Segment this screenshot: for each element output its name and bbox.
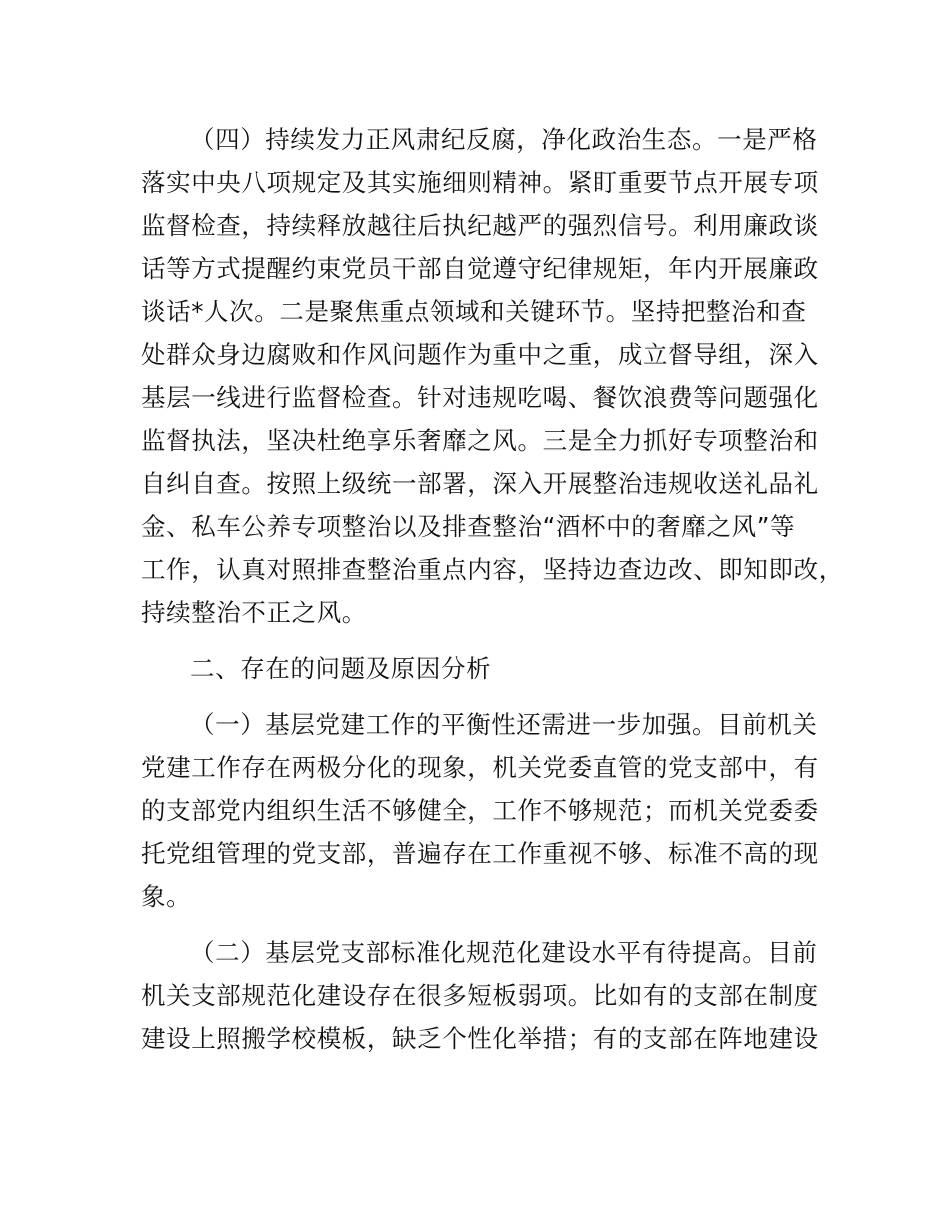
paragraph-line: 基层一线进行监督检查。针对违规吃喝、餐饮浪费等问题强化 (141, 383, 819, 412)
paragraph-line: （一）基层党建工作的平衡性还需进一步加强。目前机关 (190, 710, 818, 739)
paragraph-line: 监督执法，坚决杜绝享乐奢靡之风。三是全力抓好专项整治和 (141, 426, 819, 455)
paragraph-line: 党建工作存在两极分化的现象，机关党委直管的党支部中，有 (141, 753, 819, 782)
paragraph-line: 自纠自查。按照上级统一部署，深入开展整治违规收送礼品礼 (141, 469, 819, 498)
section-heading: 二、存在的问题及原因分析 (190, 654, 492, 683)
paragraph-line: 托党组管理的党支部，普遍存在工作重视不够、标准不高的现 (141, 839, 819, 868)
paragraph-line: 的支部党内组织生活不够健全，工作不够规范；而机关党委委 (141, 796, 819, 825)
paragraph-line: 象。 (141, 882, 192, 911)
paragraph-line: 持续整治不正之风。 (141, 598, 367, 627)
paragraph-line: 谈话*人次。二是聚焦重点领域和关键环节。坚持把整治和查 (141, 297, 807, 326)
paragraph-line: 机关支部规范化建设存在很多短板弱项。比如有的支部在制度 (141, 981, 819, 1010)
paragraph-line: 话等方式提醒约束党员干部自觉遵守纪律规矩，年内开展廉政 (141, 254, 819, 283)
paragraph-line: 落实中央八项规定及其实施细则精神。紧盯重要节点开展专项 (141, 168, 819, 197)
paragraph-line: （二）基层党支部标准化规范化建设水平有待提高。目前 (190, 938, 818, 967)
paragraph-line: 建设上照搬学校模板，缺乏个性化举措；有的支部在阵地建设 (141, 1024, 819, 1053)
paragraph-line: 工作，认真对照排查整治重点内容，坚持边查边改、即知即改， (141, 555, 844, 584)
paragraph-line: 监督检查，持续释放越往后执纪越严的强烈信号。利用廉政谈 (141, 211, 819, 240)
paragraph-line: 处群众身边腐败和作风问题作为重中之重，成立督导组，深入 (141, 340, 819, 369)
paragraph-line: （四）持续发力正风肃纪反腐，净化政治生态。一是严格 (190, 125, 818, 154)
paragraph-line: 金、私车公养专项整治以及排查整治“酒杯中的奢靡之风”等 (141, 512, 796, 541)
